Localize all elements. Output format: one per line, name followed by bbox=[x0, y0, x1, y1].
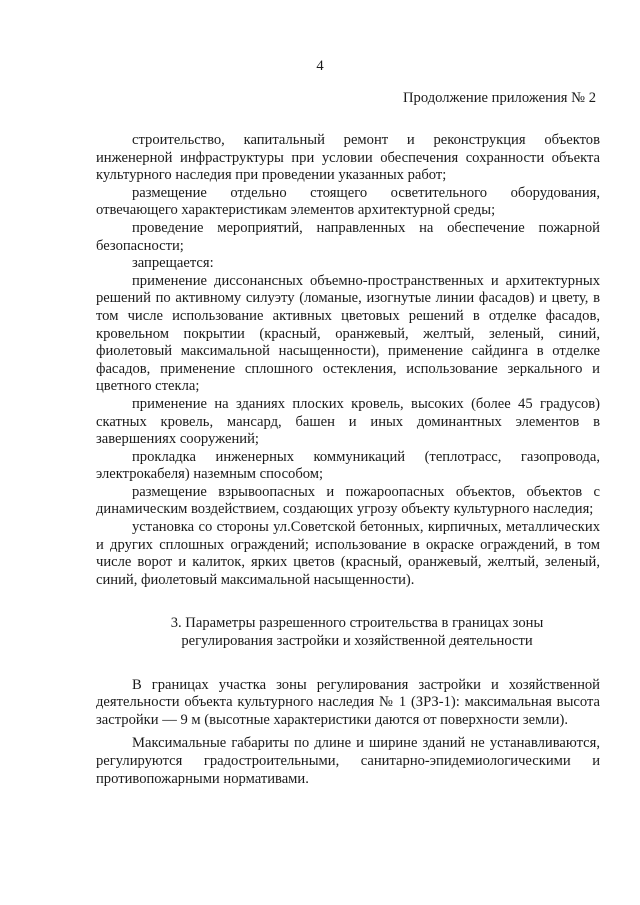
paragraph: Максимальные габариты по длине и ширине зданий не устанавливаются, регулируются градостроительными, санитарно-эпидемиологическими и противопожарными нормативами. bbox=[96, 735, 600, 787]
paragraph: размещение взрывоопасных и пожароопасных объектов, объектов с динамическим воздействием, создающих угрозу объекту культурного наследия; bbox=[96, 483, 600, 518]
page-number: 4 bbox=[316, 58, 324, 74]
paragraph: применение на зданиях плоских кровель, высоких (более 45 градусов) скатных кровель, мансард, башен и иных доминантных элементов в завершениях сооружений; bbox=[96, 395, 600, 448]
section-title-line: 3. Параметры разрешенного строительства в границах зоны bbox=[170, 615, 544, 632]
paragraph: применение диссонансных объемно-пространственных и архитектурных решений по активному силуэту (ломаные, изогнутые линии фасадов) и цвету, в том числе использование активных цветовых решений в отделке фасадов, кровельном покрытии (красный, оранжевый, желтый, зеленый, синий, фиолетовый максимальной насыщенности), применение сайдинга в отделке фасадов, применение сплошного остекления, использование зеркального и цветного стекла; bbox=[96, 272, 600, 395]
paragraph: проведение мероприятий, направленных на обеспечение пожарной безопасности; bbox=[96, 219, 600, 254]
paragraph: установка со стороны ул.Советской бетонных, кирпичных, металлических и других сплошных ограждений; использование в окраске ограждений, в том числе ворот и калиток, ярких цветов (красный, оранжевый, желтый, зеленый, синий, фиолетовый максимальной насыщенности). bbox=[96, 519, 600, 588]
paragraph: запрещается: bbox=[132, 255, 214, 272]
document-body bbox=[96, 132, 600, 788]
section-title bbox=[96, 615, 600, 650]
appendix-note: Продолжение приложения № 2 bbox=[403, 90, 596, 106]
paragraph: прокладка инженерных коммуникаций (теплотрасс, газопровода, электрокабеля) наземным способом; bbox=[96, 448, 600, 483]
paragraph: размещение отдельно стоящего осветительного оборудования, отвечающего характеристикам элементов архитектурной среды; bbox=[96, 184, 600, 219]
paragraph: В границах участка зоны регулирования застройки и хозяйственной деятельности объекта культурного наследия № 1 (ЗРЗ-1): максимальная высота застройки — 9 м (высотные характеристики даются от поверхности земли). bbox=[96, 676, 600, 728]
paragraph: строительство, капитальный ремонт и реконструкция объектов инженерной инфраструктуры при условии обеспечения сохранности объекта культурного наследия при проведении указанных работ; bbox=[96, 132, 600, 184]
section-title-line: регулирования застройки и хозяйственной деятельности bbox=[181, 633, 533, 650]
